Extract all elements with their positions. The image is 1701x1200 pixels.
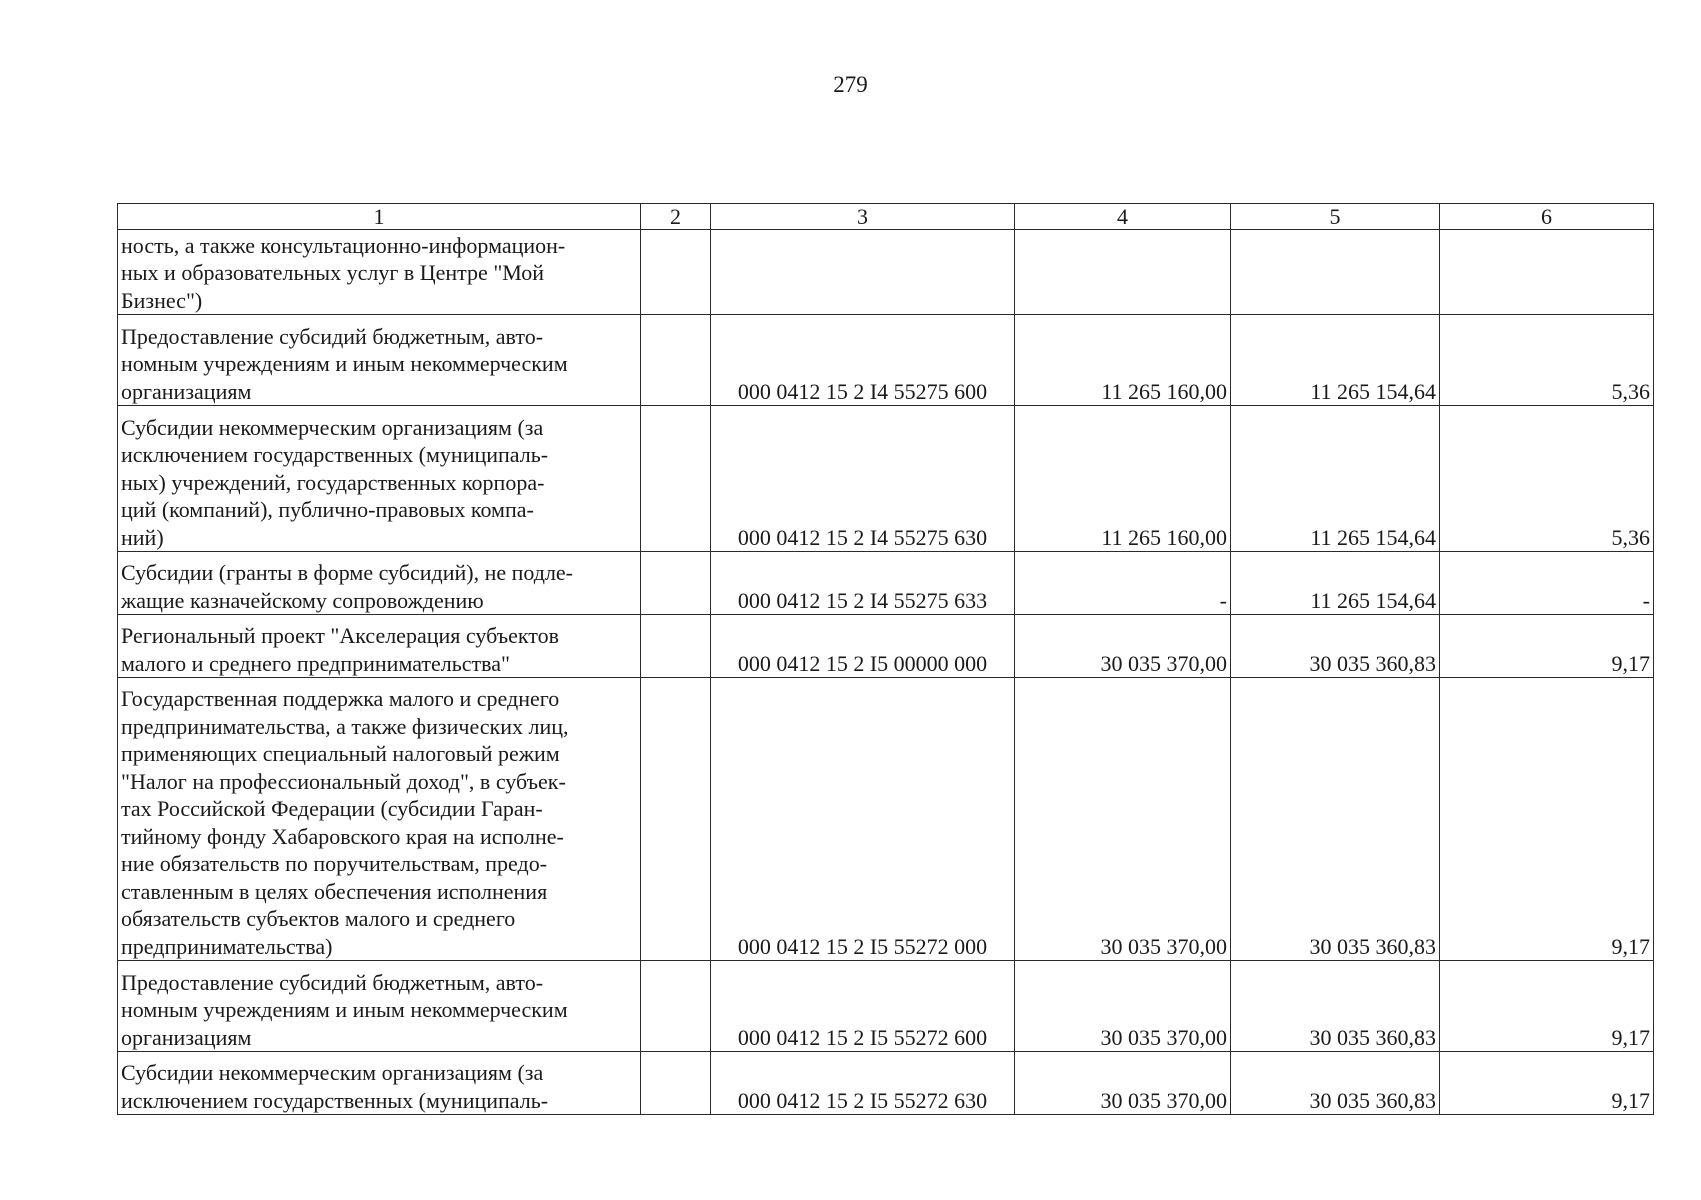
description-line: исключением государственных (муниципаль- bbox=[121, 1087, 549, 1113]
description-line: Региональный проект "Акселерация субъектов bbox=[121, 623, 559, 648]
difference-cell: 9,17 bbox=[1440, 678, 1654, 961]
col2-cell bbox=[641, 552, 711, 615]
description-line: предпринимательства) bbox=[121, 933, 333, 959]
col2-cell bbox=[641, 230, 711, 315]
plan-amount-cell: 30 035 370,00 bbox=[1015, 615, 1231, 678]
description-line: предпринимательства, а также физических лиц, bbox=[121, 713, 569, 739]
description-line: ных) учреждений, государственных корпора- bbox=[121, 469, 545, 495]
plan-amount-cell: 11 265 160,00 bbox=[1015, 315, 1231, 406]
description-line: организациям bbox=[121, 1024, 252, 1050]
description-line: ставленным в целях обеспечения исполнения bbox=[121, 878, 548, 904]
col2-cell bbox=[641, 678, 711, 961]
table-row bbox=[118, 961, 1654, 1052]
col2-cell bbox=[641, 315, 711, 406]
row-description bbox=[118, 552, 641, 615]
description-line: применяющих специальный налоговый режим bbox=[121, 741, 560, 766]
actual-amount-cell: 30 035 360,83 bbox=[1231, 678, 1440, 961]
budget-code-cell: 000 0412 15 2 I4 55275 600 bbox=[711, 315, 1015, 406]
row-description bbox=[118, 961, 641, 1052]
description-line: ций (компаний), публично-правовых компа- bbox=[121, 497, 534, 522]
table-row bbox=[118, 406, 1654, 552]
difference-cell bbox=[1440, 230, 1654, 315]
column-header-1: 1 bbox=[118, 204, 641, 230]
description-line: тах Российской Федерации (субсидии Гаран- bbox=[121, 796, 543, 821]
difference-cell: - bbox=[1440, 552, 1654, 615]
budget-code-cell: 000 0412 15 2 I5 55272 600 bbox=[711, 961, 1015, 1052]
difference-cell: 9,17 bbox=[1440, 961, 1654, 1052]
budget-table bbox=[117, 203, 1654, 1115]
row-description bbox=[118, 315, 641, 406]
plan-amount-cell: 30 035 370,00 bbox=[1015, 961, 1231, 1052]
description-line: малого и среднего предпринимательства" bbox=[121, 650, 511, 676]
row-description bbox=[118, 1052, 641, 1115]
actual-amount-cell: 11 265 154,64 bbox=[1231, 315, 1440, 406]
page-number: 279 bbox=[833, 72, 868, 97]
budget-code-cell: 000 0412 15 2 I4 55275 630 bbox=[711, 406, 1015, 552]
column-header-5: 5 bbox=[1231, 204, 1440, 230]
plan-amount-cell: - bbox=[1015, 552, 1231, 615]
description-line: тийному фонду Хабаровского края на исполне- bbox=[121, 823, 564, 849]
actual-amount-cell: 30 035 360,83 bbox=[1231, 1052, 1440, 1115]
row-description bbox=[118, 230, 641, 315]
table-row bbox=[118, 315, 1654, 406]
description-line: организациям bbox=[121, 378, 252, 404]
header-row bbox=[118, 204, 1654, 230]
description-line: Государственная поддержка малого и среднего bbox=[121, 686, 560, 711]
budget-code-cell bbox=[711, 230, 1015, 315]
description-line: ность, а также консультационно-информацион- bbox=[121, 232, 566, 258]
description-line: Субсидии некоммерческим организациям (за bbox=[121, 414, 544, 440]
column-header-2: 2 bbox=[641, 204, 711, 230]
description-line: ных и образовательных услуг в Центре "Мой bbox=[121, 260, 545, 285]
actual-amount-cell: 30 035 360,83 bbox=[1231, 615, 1440, 678]
budget-code-cell: 000 0412 15 2 I5 55272 000 bbox=[711, 678, 1015, 961]
plan-amount-cell: 30 035 370,00 bbox=[1015, 678, 1231, 961]
col2-cell bbox=[641, 615, 711, 678]
plan-amount-cell: 11 265 160,00 bbox=[1015, 406, 1231, 552]
actual-amount-cell: 30 035 360,83 bbox=[1231, 961, 1440, 1052]
description-line: Субсидии некоммерческим организациям (за bbox=[121, 1060, 544, 1085]
plan-amount-cell: 30 035 370,00 bbox=[1015, 1052, 1231, 1115]
actual-amount-cell: 11 265 154,64 bbox=[1231, 406, 1440, 552]
budget-code-cell: 000 0412 15 2 I4 55275 633 bbox=[711, 552, 1015, 615]
difference-cell: 5,36 bbox=[1440, 406, 1654, 552]
budget-code-cell: 000 0412 15 2 I5 55272 630 bbox=[711, 1052, 1015, 1115]
actual-amount-cell: 11 265 154,64 bbox=[1231, 552, 1440, 615]
row-description bbox=[118, 406, 641, 552]
table-row bbox=[118, 1052, 1654, 1115]
col2-cell bbox=[641, 961, 711, 1052]
row-description bbox=[118, 678, 641, 961]
description-line: исключением государственных (муниципаль- bbox=[121, 442, 549, 467]
description-line: Бизнес") bbox=[121, 287, 203, 313]
description-line: Предоставление субсидий бюджетным, авто- bbox=[121, 323, 544, 349]
difference-cell: 9,17 bbox=[1440, 615, 1654, 678]
row-description bbox=[118, 615, 641, 678]
difference-cell: 9,17 bbox=[1440, 1052, 1654, 1115]
table-row bbox=[118, 552, 1654, 615]
column-header-6: 6 bbox=[1440, 204, 1654, 230]
description-line: номным учреждениям и иным некоммерческим bbox=[121, 351, 568, 376]
description-line: жащие казначейскому сопровождению bbox=[121, 587, 484, 613]
description-line: номным учреждениям и иным некоммерческим bbox=[121, 997, 568, 1022]
table-row bbox=[118, 230, 1654, 315]
description-line: Предоставление субсидий бюджетным, авто- bbox=[121, 969, 544, 995]
plan-amount-cell bbox=[1015, 230, 1231, 315]
difference-cell: 5,36 bbox=[1440, 315, 1654, 406]
table-row bbox=[118, 615, 1654, 678]
col2-cell bbox=[641, 1052, 711, 1115]
description-line: ний) bbox=[121, 524, 164, 550]
description-line: Субсидии (гранты в форме субсидий), не подле- bbox=[121, 560, 574, 585]
col2-cell bbox=[641, 406, 711, 552]
column-header-3: 3 bbox=[711, 204, 1015, 230]
budget-code-cell: 000 0412 15 2 I5 00000 000 bbox=[711, 615, 1015, 678]
column-header-4: 4 bbox=[1015, 204, 1231, 230]
description-line: "Налог на профессиональный доход", в субъек- bbox=[121, 768, 566, 794]
description-line: ние обязательств по поручительствам, предо- bbox=[121, 851, 548, 876]
table-row bbox=[118, 678, 1654, 961]
description-line: обязательств субъектов малого и среднего bbox=[121, 906, 516, 931]
actual-amount-cell bbox=[1231, 230, 1440, 315]
